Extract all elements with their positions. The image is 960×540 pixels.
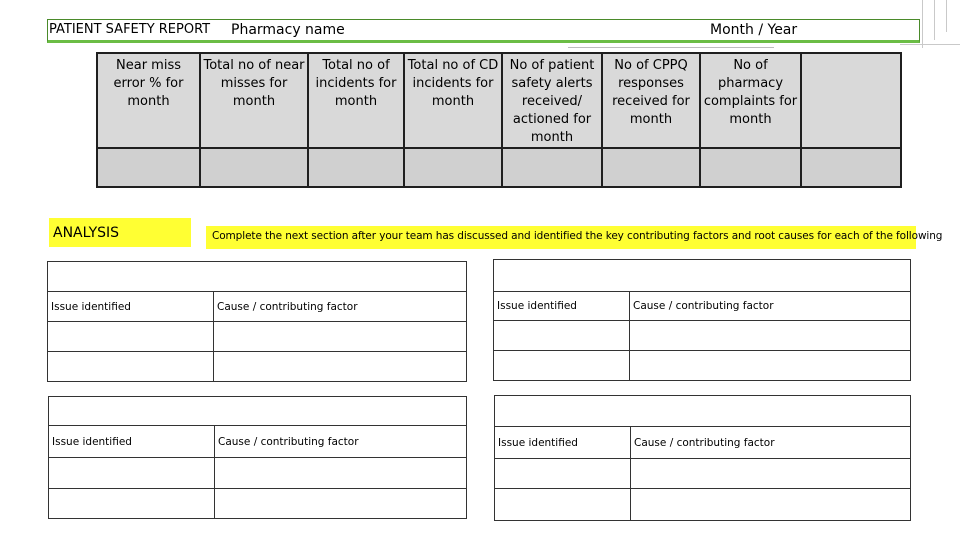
metrics-value-row	[97, 148, 901, 187]
metric-value-cell[interactable]	[502, 148, 602, 187]
metrics-table	[96, 52, 902, 188]
issue-identified-label: Issue identified	[495, 427, 631, 459]
issue-grid	[493, 259, 911, 381]
cause-cell[interactable]	[630, 321, 911, 351]
issue-cell[interactable]	[495, 459, 631, 489]
issue-cell[interactable]	[48, 352, 214, 382]
issue-title-cell[interactable]	[49, 397, 467, 426]
metric-header: No of CPPQ responses received for month	[602, 53, 700, 148]
issue-cell[interactable]	[494, 351, 630, 381]
cause-cell[interactable]	[631, 489, 911, 521]
issue-title-cell[interactable]	[495, 396, 911, 427]
metric-header	[801, 53, 901, 148]
cause-cell[interactable]	[631, 459, 911, 489]
metric-value-cell[interactable]	[700, 148, 801, 187]
issue-title-cell[interactable]	[494, 260, 911, 292]
issue-cell[interactable]	[495, 489, 631, 521]
issue-grid	[494, 395, 911, 521]
metric-header: No of patient safety alerts received/ actioned for month	[502, 53, 602, 148]
cause-cell[interactable]	[215, 489, 467, 519]
metric-header: Near miss error % for month	[97, 53, 200, 148]
issue-grid	[47, 261, 467, 382]
issue-grid	[48, 396, 467, 519]
decor-line-4	[900, 44, 960, 45]
metric-value-cell[interactable]	[404, 148, 502, 187]
issue-identified-label: Issue identified	[494, 292, 630, 321]
cause-label: Cause / contributing factor	[630, 292, 911, 321]
cause-cell[interactable]	[630, 351, 911, 381]
issue-cell[interactable]	[49, 458, 215, 489]
header-divider	[568, 47, 774, 48]
metric-value-cell[interactable]	[97, 148, 200, 187]
metric-value-cell[interactable]	[308, 148, 404, 187]
pharmacy-name-label: Pharmacy name	[231, 22, 345, 38]
analysis-instruction: Complete the next section after your team has discussed and identified the key contributing factors and root causes for each of the following	[206, 226, 916, 249]
issue-cell[interactable]	[494, 321, 630, 351]
cause-cell[interactable]	[215, 458, 467, 489]
cause-cell[interactable]	[214, 352, 467, 382]
cause-label: Cause / contributing factor	[214, 292, 467, 322]
issue-cell[interactable]	[49, 489, 215, 519]
issue-identified-label: Issue identified	[49, 426, 215, 458]
metric-header: Total no of incidents for month	[308, 53, 404, 148]
issue-cell[interactable]	[48, 322, 214, 352]
metrics-header-row	[97, 53, 901, 148]
metric-header: No of pharmacy complaints for month	[700, 53, 801, 148]
cause-label: Cause / contributing factor	[215, 426, 467, 458]
analysis-label: ANALYSIS	[49, 218, 191, 247]
metric-value-cell[interactable]	[200, 148, 308, 187]
metric-header: Total no of near misses for month	[200, 53, 308, 148]
issue-identified-label: Issue identified	[48, 292, 214, 322]
month-year-label: Month / Year	[710, 22, 798, 38]
issue-title-cell[interactable]	[48, 262, 467, 292]
metric-value-cell[interactable]	[801, 148, 901, 187]
metric-header: Total no of CD incidents for month	[404, 53, 502, 148]
decor-line-3	[946, 0, 947, 32]
cause-label: Cause / contributing factor	[631, 427, 911, 459]
decor-line-1	[922, 0, 923, 48]
decor-line-2	[934, 0, 935, 40]
cause-cell[interactable]	[214, 322, 467, 352]
report-header	[47, 19, 920, 43]
metric-value-cell[interactable]	[602, 148, 700, 187]
report-title: PATIENT SAFETY REPORT	[49, 22, 211, 37]
